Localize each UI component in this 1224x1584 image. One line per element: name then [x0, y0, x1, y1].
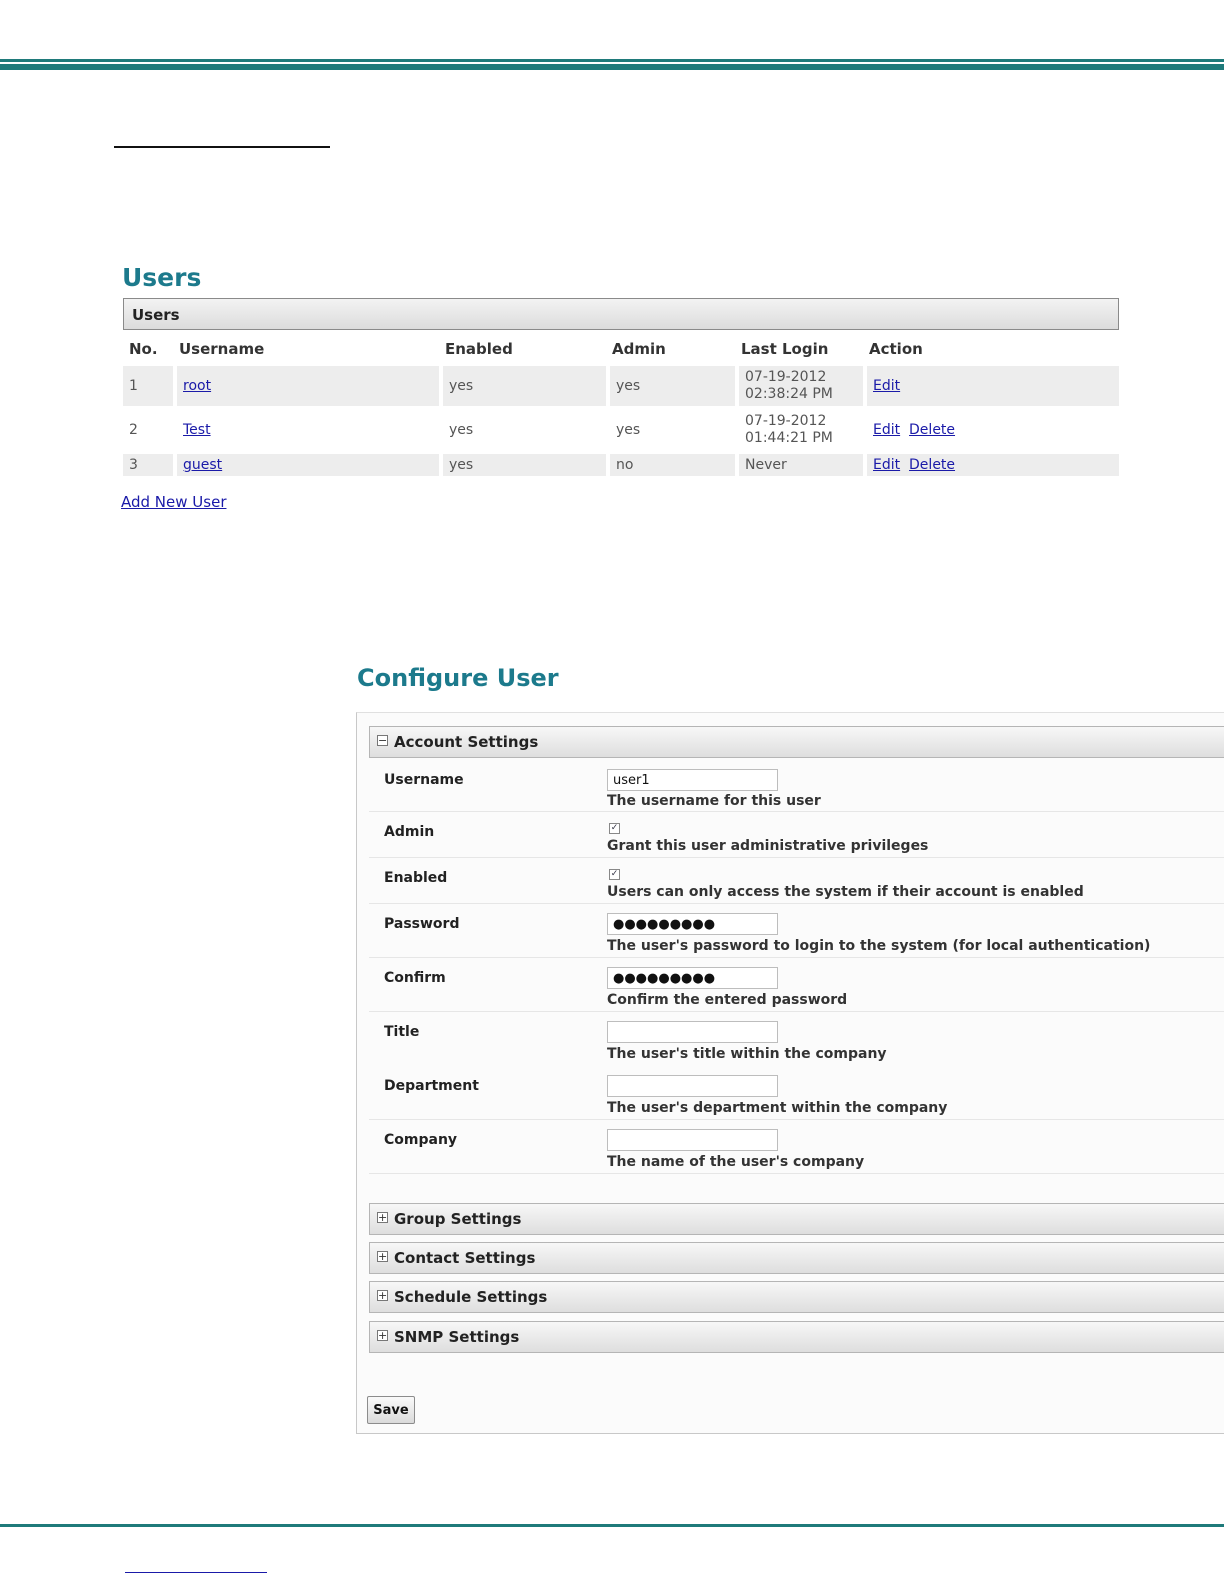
- company-input[interactable]: [607, 1129, 778, 1151]
- save-button[interactable]: Save: [367, 1396, 415, 1424]
- enabled-label: Enabled: [384, 870, 448, 886]
- department-hint: The user's department within the company: [607, 1100, 948, 1116]
- confirm-label: Confirm: [384, 970, 446, 986]
- row-no: 2: [123, 410, 173, 450]
- header-rule-thick: [0, 64, 1224, 70]
- expand-icon[interactable]: +: [378, 1289, 388, 1302]
- last-login-time: 02:38:24 PM: [745, 386, 833, 402]
- column-enabled: Enabled: [445, 340, 513, 358]
- username-input[interactable]: [607, 769, 778, 791]
- edit-link[interactable]: Edit: [873, 457, 901, 473]
- row-username: [173, 366, 439, 406]
- users-table: [123, 334, 1119, 480]
- last-login-date: 07-19-2012: [745, 413, 827, 429]
- schedule-settings-header[interactable]: [369, 1281, 1224, 1313]
- footer-link-underline: [125, 1572, 267, 1573]
- row-actions: [863, 366, 1119, 406]
- delete-link[interactable]: Delete: [909, 457, 956, 473]
- field-row-admin: [369, 812, 1224, 858]
- enabled-hint: Users can only access the system if their account is enabled: [607, 884, 1084, 900]
- field-row-password: [369, 904, 1224, 958]
- field-row-company: [369, 1120, 1224, 1174]
- table-row: [123, 410, 1119, 450]
- row-actions: [863, 454, 1119, 476]
- edit-link[interactable]: Edit: [873, 378, 901, 394]
- row-no: 1: [123, 366, 173, 406]
- admin-hint: Grant this user administrative privileges: [607, 838, 929, 854]
- schedule-settings-label: Schedule Settings: [394, 1288, 548, 1306]
- field-row-confirm: [369, 958, 1224, 1012]
- users-title: Users: [122, 263, 202, 292]
- password-input[interactable]: [607, 913, 778, 935]
- users-box-header: Users: [123, 298, 1119, 330]
- field-row-department: [369, 1066, 1224, 1120]
- admin-checkbox[interactable]: ✓: [610, 823, 619, 833]
- username-label: Username: [384, 772, 464, 788]
- username-link-root[interactable]: root: [183, 378, 212, 394]
- username-link-test[interactable]: Test: [183, 422, 211, 438]
- password-hint: The user's password to login to the system (for local authentication): [607, 938, 1151, 954]
- department-label: Department: [384, 1078, 479, 1094]
- row-admin: no: [606, 454, 735, 476]
- row-last-login: [735, 366, 863, 406]
- row-username: [173, 454, 439, 476]
- group-settings-header[interactable]: [369, 1203, 1224, 1235]
- column-username: Username: [179, 340, 265, 358]
- expand-icon[interactable]: +: [378, 1211, 388, 1224]
- username-link-guest[interactable]: guest: [183, 457, 223, 473]
- expand-icon[interactable]: +: [378, 1250, 388, 1263]
- company-label: Company: [384, 1132, 458, 1148]
- title-label: Title: [384, 1024, 420, 1040]
- configure-user-title: Configure User: [357, 664, 559, 692]
- collapse-icon[interactable]: −: [378, 734, 388, 747]
- header-rule-thin: [0, 59, 1224, 62]
- row-enabled: yes: [439, 410, 606, 450]
- column-admin: Admin: [612, 340, 666, 358]
- add-new-user-link[interactable]: Add New User: [121, 493, 227, 511]
- username-hint: The username for this user: [607, 793, 821, 809]
- row-enabled: yes: [439, 454, 606, 476]
- field-row-username: [369, 760, 1224, 812]
- group-settings-label: Group Settings: [394, 1210, 522, 1228]
- field-row-enabled: [369, 858, 1224, 904]
- confirm-hint: Confirm the entered password: [607, 992, 848, 1008]
- enabled-checkbox[interactable]: ✓: [610, 869, 619, 879]
- column-no: No.: [129, 340, 158, 358]
- field-row-title: [369, 1012, 1224, 1066]
- column-last-login: Last Login: [741, 340, 829, 358]
- password-label: Password: [384, 916, 460, 932]
- row-last-login: [735, 410, 863, 450]
- title-input[interactable]: [607, 1021, 778, 1043]
- row-admin: yes: [606, 366, 735, 406]
- contact-settings-header[interactable]: [369, 1242, 1224, 1274]
- company-hint: The name of the user's company: [607, 1154, 865, 1170]
- row-actions: [863, 410, 1119, 450]
- last-login-time: 01:44:21 PM: [745, 430, 833, 446]
- expand-icon[interactable]: +: [378, 1329, 388, 1342]
- department-input[interactable]: [607, 1075, 778, 1097]
- users-table-header: [123, 338, 1119, 362]
- delete-link[interactable]: Delete: [909, 422, 956, 438]
- row-enabled: yes: [439, 366, 606, 406]
- confirm-input[interactable]: [607, 967, 778, 989]
- last-login-date: 07-19-2012: [745, 369, 827, 385]
- column-action: Action: [869, 340, 923, 358]
- snmp-settings-header[interactable]: [369, 1321, 1224, 1353]
- row-admin: yes: [606, 410, 735, 450]
- account-settings-label: Account Settings: [394, 733, 539, 751]
- row-username: [173, 410, 439, 450]
- contact-settings-label: Contact Settings: [394, 1249, 536, 1267]
- heading-underline: [114, 146, 330, 148]
- edit-link[interactable]: Edit: [873, 422, 901, 438]
- title-hint: The user's title within the company: [607, 1046, 887, 1062]
- footer-rule: [0, 1524, 1224, 1527]
- admin-label: Admin: [384, 824, 435, 840]
- snmp-settings-label: SNMP Settings: [394, 1328, 520, 1346]
- row-no: 3: [123, 454, 173, 476]
- table-row: [123, 454, 1119, 476]
- row-last-login: Never: [735, 454, 863, 476]
- table-row: [123, 366, 1119, 406]
- account-settings-header[interactable]: [369, 726, 1224, 758]
